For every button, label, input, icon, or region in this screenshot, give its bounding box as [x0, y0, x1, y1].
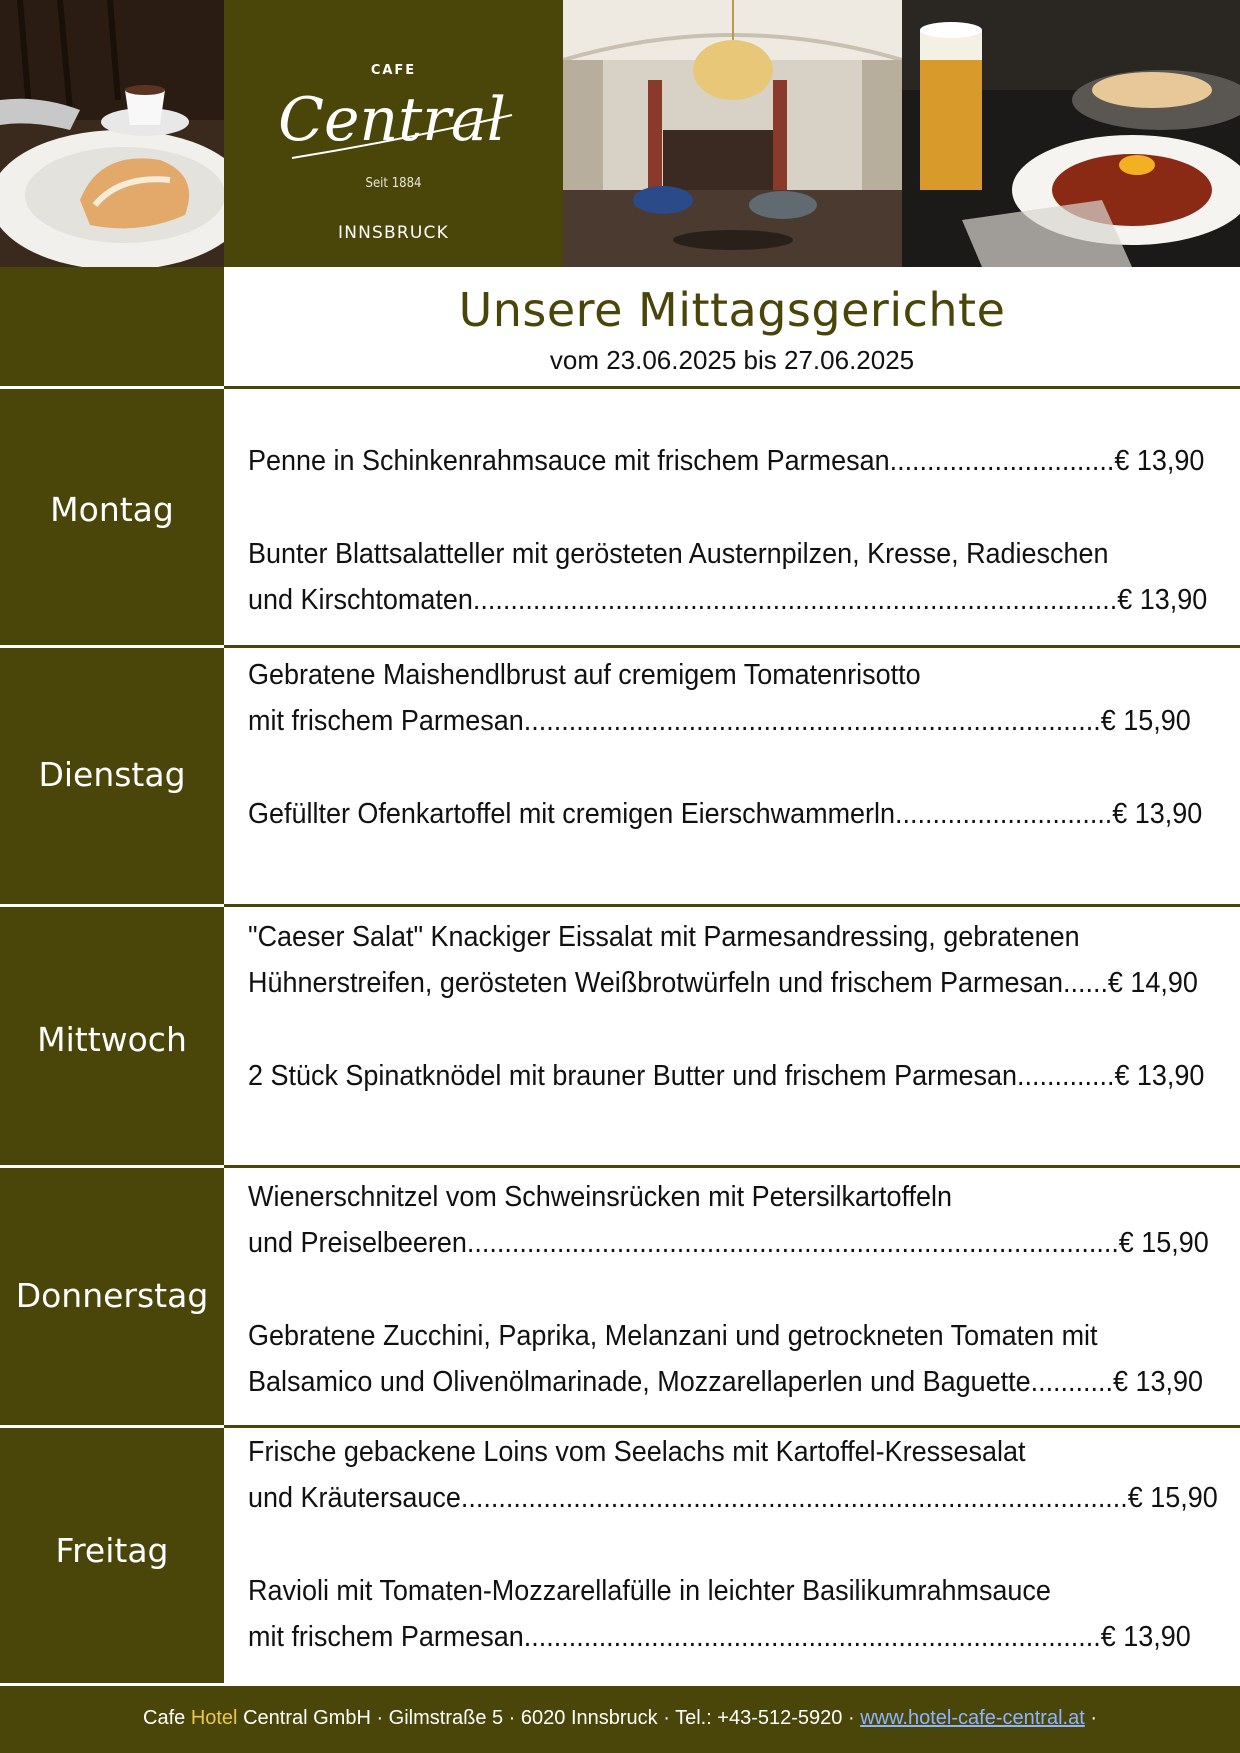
dish-line: und Kräutersauce.........................................................................................€ 15,90 — [248, 1482, 1218, 1514]
dish-freitag-2 — [248, 1568, 1191, 1660]
dish-montag-2 — [248, 531, 1208, 623]
date-range: vom 23.06.2025 bis 27.06.2025 — [549, 345, 915, 375]
footer-address: Central GmbH · Gilmstraße 5 · 6020 Innsbruck · Tel.: +43-512-5920 · — [243, 1707, 855, 1729]
dish-donnerstag-2 — [248, 1313, 1203, 1405]
day-label-donnerstag: Donnerstag — [15, 1276, 209, 1315]
title-area — [224, 267, 1240, 386]
dish-dienstag-1 — [248, 652, 1191, 744]
dish-line: Gebratene Maishendlbrust auf cremigem Tomatenrisotto — [248, 659, 921, 691]
dish-line: 2 Stück Spinatknödel mit brauner Butter und frischem Parmesan.............€ 13,90 — [248, 1060, 1205, 1092]
header-banner — [0, 0, 1240, 267]
dish-montag-1 — [248, 438, 1205, 484]
footer-website-link[interactable]: www.hotel-cafe-central.at — [860, 1707, 1085, 1729]
logo-since-text: Seit 1884 — [365, 176, 422, 191]
divider — [0, 1165, 224, 1168]
page-title: Unsere Mittagsgerichte — [458, 283, 1006, 337]
logo-cafe-text: CAFE — [370, 63, 417, 78]
divider — [224, 1425, 1240, 1428]
dish-line: Penne in Schinkenrahmsauce mit frischem Parmesan..............................€ 13,90 — [248, 445, 1205, 477]
day-column — [0, 267, 224, 1686]
footer-tail: · — [1090, 1707, 1097, 1729]
footer-hotel: Hotel — [190, 1707, 238, 1729]
footer-cafe: Cafe — [143, 1707, 186, 1729]
cafe-central-logo — [224, 0, 563, 267]
footer-contact — [0, 1686, 1240, 1753]
dish-freitag-1 — [248, 1429, 1218, 1521]
divider — [0, 386, 224, 389]
divider — [224, 645, 1240, 648]
dish-line: "Caeser Salat" Knackiger Eissalat mit Parmesandressing, gebratenen — [248, 921, 1080, 953]
strudel-coffee-photo — [0, 0, 224, 267]
dish-line: Hühnerstreifen, gerösteten Weißbrotwürfeln und frischem Parmesan......€ 14,90 — [248, 967, 1198, 999]
dish-mittwoch-1 — [248, 914, 1198, 1006]
logo-script-central — [262, 70, 522, 165]
day-label-mittwoch: Mittwoch — [37, 1020, 187, 1059]
day-label-dienstag: Dienstag — [38, 755, 186, 794]
dish-line: Ravioli mit Tomaten-Mozzarellafülle in leichter Basilikumrahmsauce — [248, 1575, 1051, 1607]
dish-line: mit frischem Parmesan.............................................................................€ 13,90 — [248, 1621, 1191, 1653]
divider — [0, 645, 224, 648]
svg-text:Central: Central — [278, 85, 506, 155]
dish-line: Gefüllter Ofenkartoffel mit cremigen Eierschwammerln.............................€ 13,90 — [248, 798, 1203, 830]
divider — [224, 1165, 1240, 1168]
logo-city-text: INNSBRUCK — [338, 223, 449, 243]
dish-line: und Kirschtomaten......................................................................................€ 13,90 — [248, 584, 1208, 616]
dish-line: und Preiselbeeren.......................................................................................€ 15,90 — [248, 1227, 1209, 1259]
dish-line: mit frischem Parmesan.............................................................................€ 15,90 — [248, 705, 1191, 737]
day-label-montag: Montag — [50, 490, 174, 529]
beer-goulash-photo — [902, 0, 1240, 267]
divider — [224, 904, 1240, 907]
divider — [0, 1425, 224, 1428]
divider — [224, 386, 1240, 389]
dish-dienstag-2 — [248, 791, 1203, 837]
dish-line: Bunter Blattsalatteller mit gerösteten Austernpilzen, Kresse, Radieschen — [248, 538, 1109, 570]
dish-line: Wienerschnitzel vom Schweinsrücken mit Petersilkartoffeln — [248, 1181, 952, 1213]
dish-donnerstag-1 — [248, 1174, 1209, 1266]
divider — [0, 904, 224, 907]
dish-mittwoch-2 — [248, 1053, 1205, 1099]
dish-line: Balsamico und Olivenölmarinade, Mozzarellaperlen und Baguette...........€ 13,90 — [248, 1366, 1203, 1398]
day-label-freitag: Freitag — [55, 1531, 169, 1570]
cafe-interior-photo — [563, 0, 902, 267]
dish-line: Gebratene Zucchini, Paprika, Melanzani und getrockneten Tomaten mit — [248, 1320, 1098, 1352]
dish-line: Frische gebackene Loins vom Seelachs mit Kartoffel-Kressesalat — [248, 1436, 1026, 1468]
